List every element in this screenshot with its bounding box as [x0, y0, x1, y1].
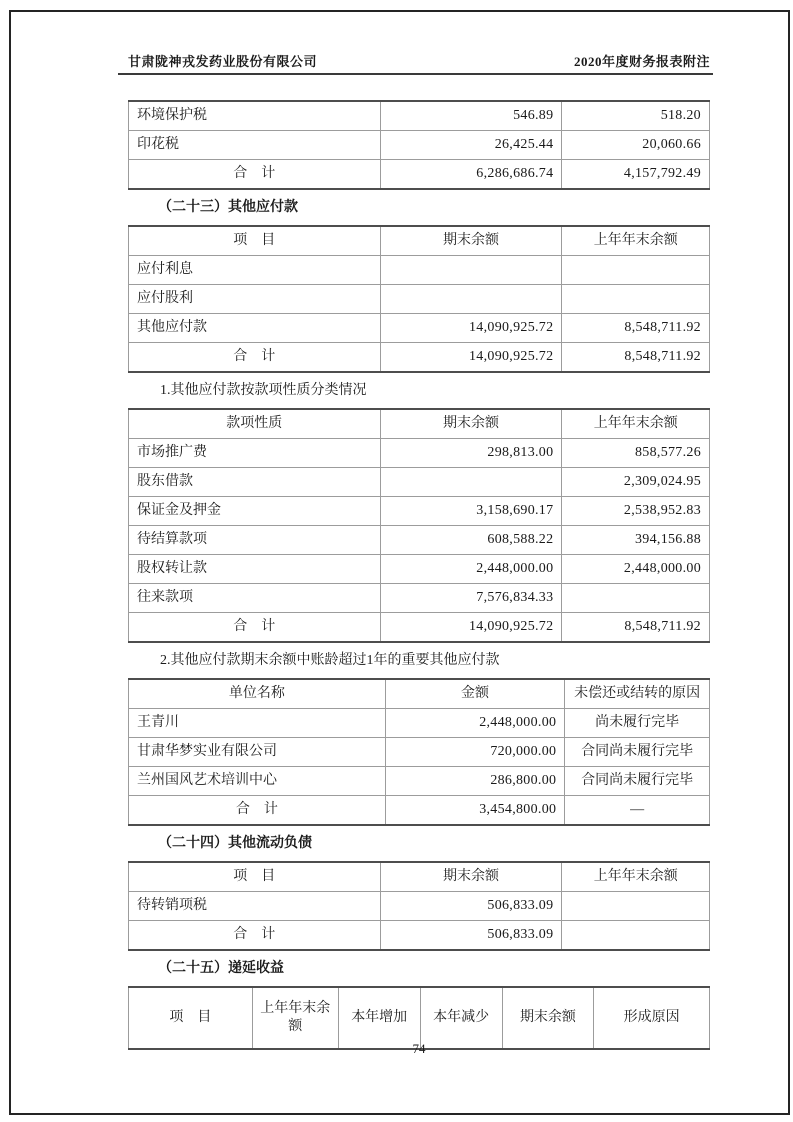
amount-prior-balance — [562, 285, 710, 314]
row-label: 其他应付款 — [129, 314, 381, 343]
row-label: 待转销项税 — [129, 892, 381, 921]
column-header: 单位名称 — [129, 679, 386, 709]
amount-prior-balance: 4,157,792.49 — [562, 160, 710, 190]
amount-ending-balance: 298,813.00 — [380, 439, 562, 468]
amount-ending-balance — [380, 468, 562, 497]
table-row — [129, 892, 710, 921]
row-label: 待结算款项 — [129, 526, 381, 555]
reason-cell: 尚未履行完毕 — [565, 709, 710, 738]
table-row — [129, 131, 710, 160]
reason-cell: 合同尚未履行完毕 — [565, 738, 710, 767]
amount-ending-balance: 14,090,925.72 — [380, 343, 562, 373]
amount-ending-balance: 7,576,834.33 — [380, 584, 562, 613]
table-row — [129, 526, 710, 555]
amount-prior-balance: 2,448,000.00 — [562, 555, 710, 584]
total-row — [129, 343, 710, 373]
row-label: 印花税 — [129, 131, 381, 160]
other-current-liabilities-table — [128, 861, 710, 951]
table-row — [129, 468, 710, 497]
section-title-24: （二十四）其他流动负债 — [158, 836, 312, 851]
total-row — [129, 921, 710, 951]
row-label: 股权转让款 — [129, 555, 381, 584]
section-title-23: （二十三）其他应付款 — [158, 200, 298, 215]
column-header: 期末余额 — [380, 862, 562, 892]
column-header: 本年增加 — [338, 987, 420, 1049]
table-row — [129, 314, 710, 343]
row-label: 往来款项 — [129, 584, 381, 613]
amount-ending-balance: 14,090,925.72 — [380, 613, 562, 643]
amount-ending-balance: 26,425.44 — [380, 131, 562, 160]
amount-prior-balance: 8,548,711.92 — [562, 314, 710, 343]
header-row — [129, 862, 710, 892]
total-row — [129, 613, 710, 643]
table-row — [129, 285, 710, 314]
table-row — [129, 584, 710, 613]
table-row — [129, 439, 710, 468]
reason-cell: 合同尚未履行完毕 — [565, 767, 710, 796]
table-row — [129, 497, 710, 526]
table-row — [129, 738, 710, 767]
other-payables-table — [128, 225, 710, 373]
amount-ending-balance: 506,833.09 — [380, 892, 562, 921]
total-label: 合 计 — [129, 796, 386, 826]
amount-prior-balance: 2,309,024.95 — [562, 468, 710, 497]
entity-name: 甘肃华梦实业有限公司 — [129, 738, 386, 767]
subsection-title-1: 1.其他应付款按款项性质分类情况 — [160, 383, 367, 398]
aged-payables-table — [128, 678, 710, 826]
amount-prior-balance — [562, 584, 710, 613]
table-row — [129, 555, 710, 584]
payables-by-nature-table — [128, 408, 710, 643]
column-header: 未偿还或结转的原因 — [565, 679, 710, 709]
table-row — [129, 256, 710, 285]
page-number: 74 — [412, 1041, 426, 1056]
row-label: 保证金及押金 — [129, 497, 381, 526]
column-header: 上年年末余额 — [562, 226, 710, 256]
amount-prior-balance — [562, 256, 710, 285]
column-header: 上年年末余额 — [562, 862, 710, 892]
total-label: 合 计 — [129, 160, 381, 190]
column-header: 本年减少 — [420, 987, 502, 1049]
entity-name: 王青川 — [129, 709, 386, 738]
total-label: 合 计 — [129, 921, 381, 951]
amount-prior-balance: 2,538,952.83 — [562, 497, 710, 526]
column-header: 款项性质 — [129, 409, 381, 439]
header-row — [129, 987, 710, 1049]
column-header: 期末余额 — [380, 409, 562, 439]
column-header: 项 目 — [129, 987, 253, 1049]
amount-ending-balance: 506,833.09 — [380, 921, 562, 951]
amount-prior-balance: 518.20 — [562, 101, 710, 131]
amount-ending-balance — [380, 256, 562, 285]
amount-ending-balance: 546.89 — [380, 101, 562, 131]
column-header: 期末余额 — [502, 987, 594, 1049]
header-row — [129, 409, 710, 439]
column-header: 上年年末余额 — [562, 409, 710, 439]
amount-ending-balance: 6,286,686.74 — [380, 160, 562, 190]
row-label: 市场推广费 — [129, 439, 381, 468]
column-header: 项 目 — [129, 226, 381, 256]
table-row — [129, 767, 710, 796]
amount: 3,454,800.00 — [385, 796, 565, 826]
header-divider — [118, 73, 713, 75]
column-header: 上年年末余额 — [252, 987, 338, 1049]
header-row — [129, 679, 710, 709]
amount-prior-balance — [562, 892, 710, 921]
table-row — [129, 101, 710, 131]
column-header: 形成原因 — [594, 987, 710, 1049]
table-row — [129, 709, 710, 738]
amount-prior-balance: 8,548,711.92 — [562, 343, 710, 373]
amount-ending-balance: 3,158,690.17 — [380, 497, 562, 526]
total-label: 合 计 — [129, 613, 381, 643]
header-row — [129, 226, 710, 256]
amount-ending-balance: 608,588.22 — [380, 526, 562, 555]
column-header: 期末余额 — [380, 226, 562, 256]
amount: 720,000.00 — [385, 738, 565, 767]
column-header: 项 目 — [129, 862, 381, 892]
column-header: 金额 — [385, 679, 565, 709]
amount-ending-balance — [380, 285, 562, 314]
amount-prior-balance: 20,060.66 — [562, 131, 710, 160]
header-company-name: 甘肃陇神戎发药业股份有限公司 — [128, 54, 318, 69]
total-row — [129, 160, 710, 190]
header-doc-title: 2020年度财务报表附注 — [573, 54, 710, 69]
amount-ending-balance: 2,448,000.00 — [380, 555, 562, 584]
entity-name: 兰州国风艺术培训中心 — [129, 767, 386, 796]
page-footer — [128, 1041, 710, 1057]
row-label: 环境保护税 — [129, 101, 381, 131]
reason-cell: — — [565, 796, 710, 826]
page-content — [128, 100, 710, 1050]
total-row — [129, 796, 710, 826]
section-title-25: （二十五）递延收益 — [158, 961, 284, 976]
amount-prior-balance: 858,577.26 — [562, 439, 710, 468]
amount-ending-balance: 14,090,925.72 — [380, 314, 562, 343]
amount-prior-balance: 394,156.88 — [562, 526, 710, 555]
row-label: 应付股利 — [129, 285, 381, 314]
total-label: 合 计 — [129, 343, 381, 373]
amount: 286,800.00 — [385, 767, 565, 796]
row-label: 应付利息 — [129, 256, 381, 285]
amount: 2,448,000.00 — [385, 709, 565, 738]
tax-summary-table — [128, 100, 710, 190]
amount-prior-balance — [562, 921, 710, 951]
row-label: 股东借款 — [129, 468, 381, 497]
document-header — [128, 51, 710, 70]
subsection-title-2: 2.其他应付款期末余额中账龄超过1年的重要其他应付款 — [160, 653, 500, 668]
amount-prior-balance: 8,548,711.92 — [562, 613, 710, 643]
